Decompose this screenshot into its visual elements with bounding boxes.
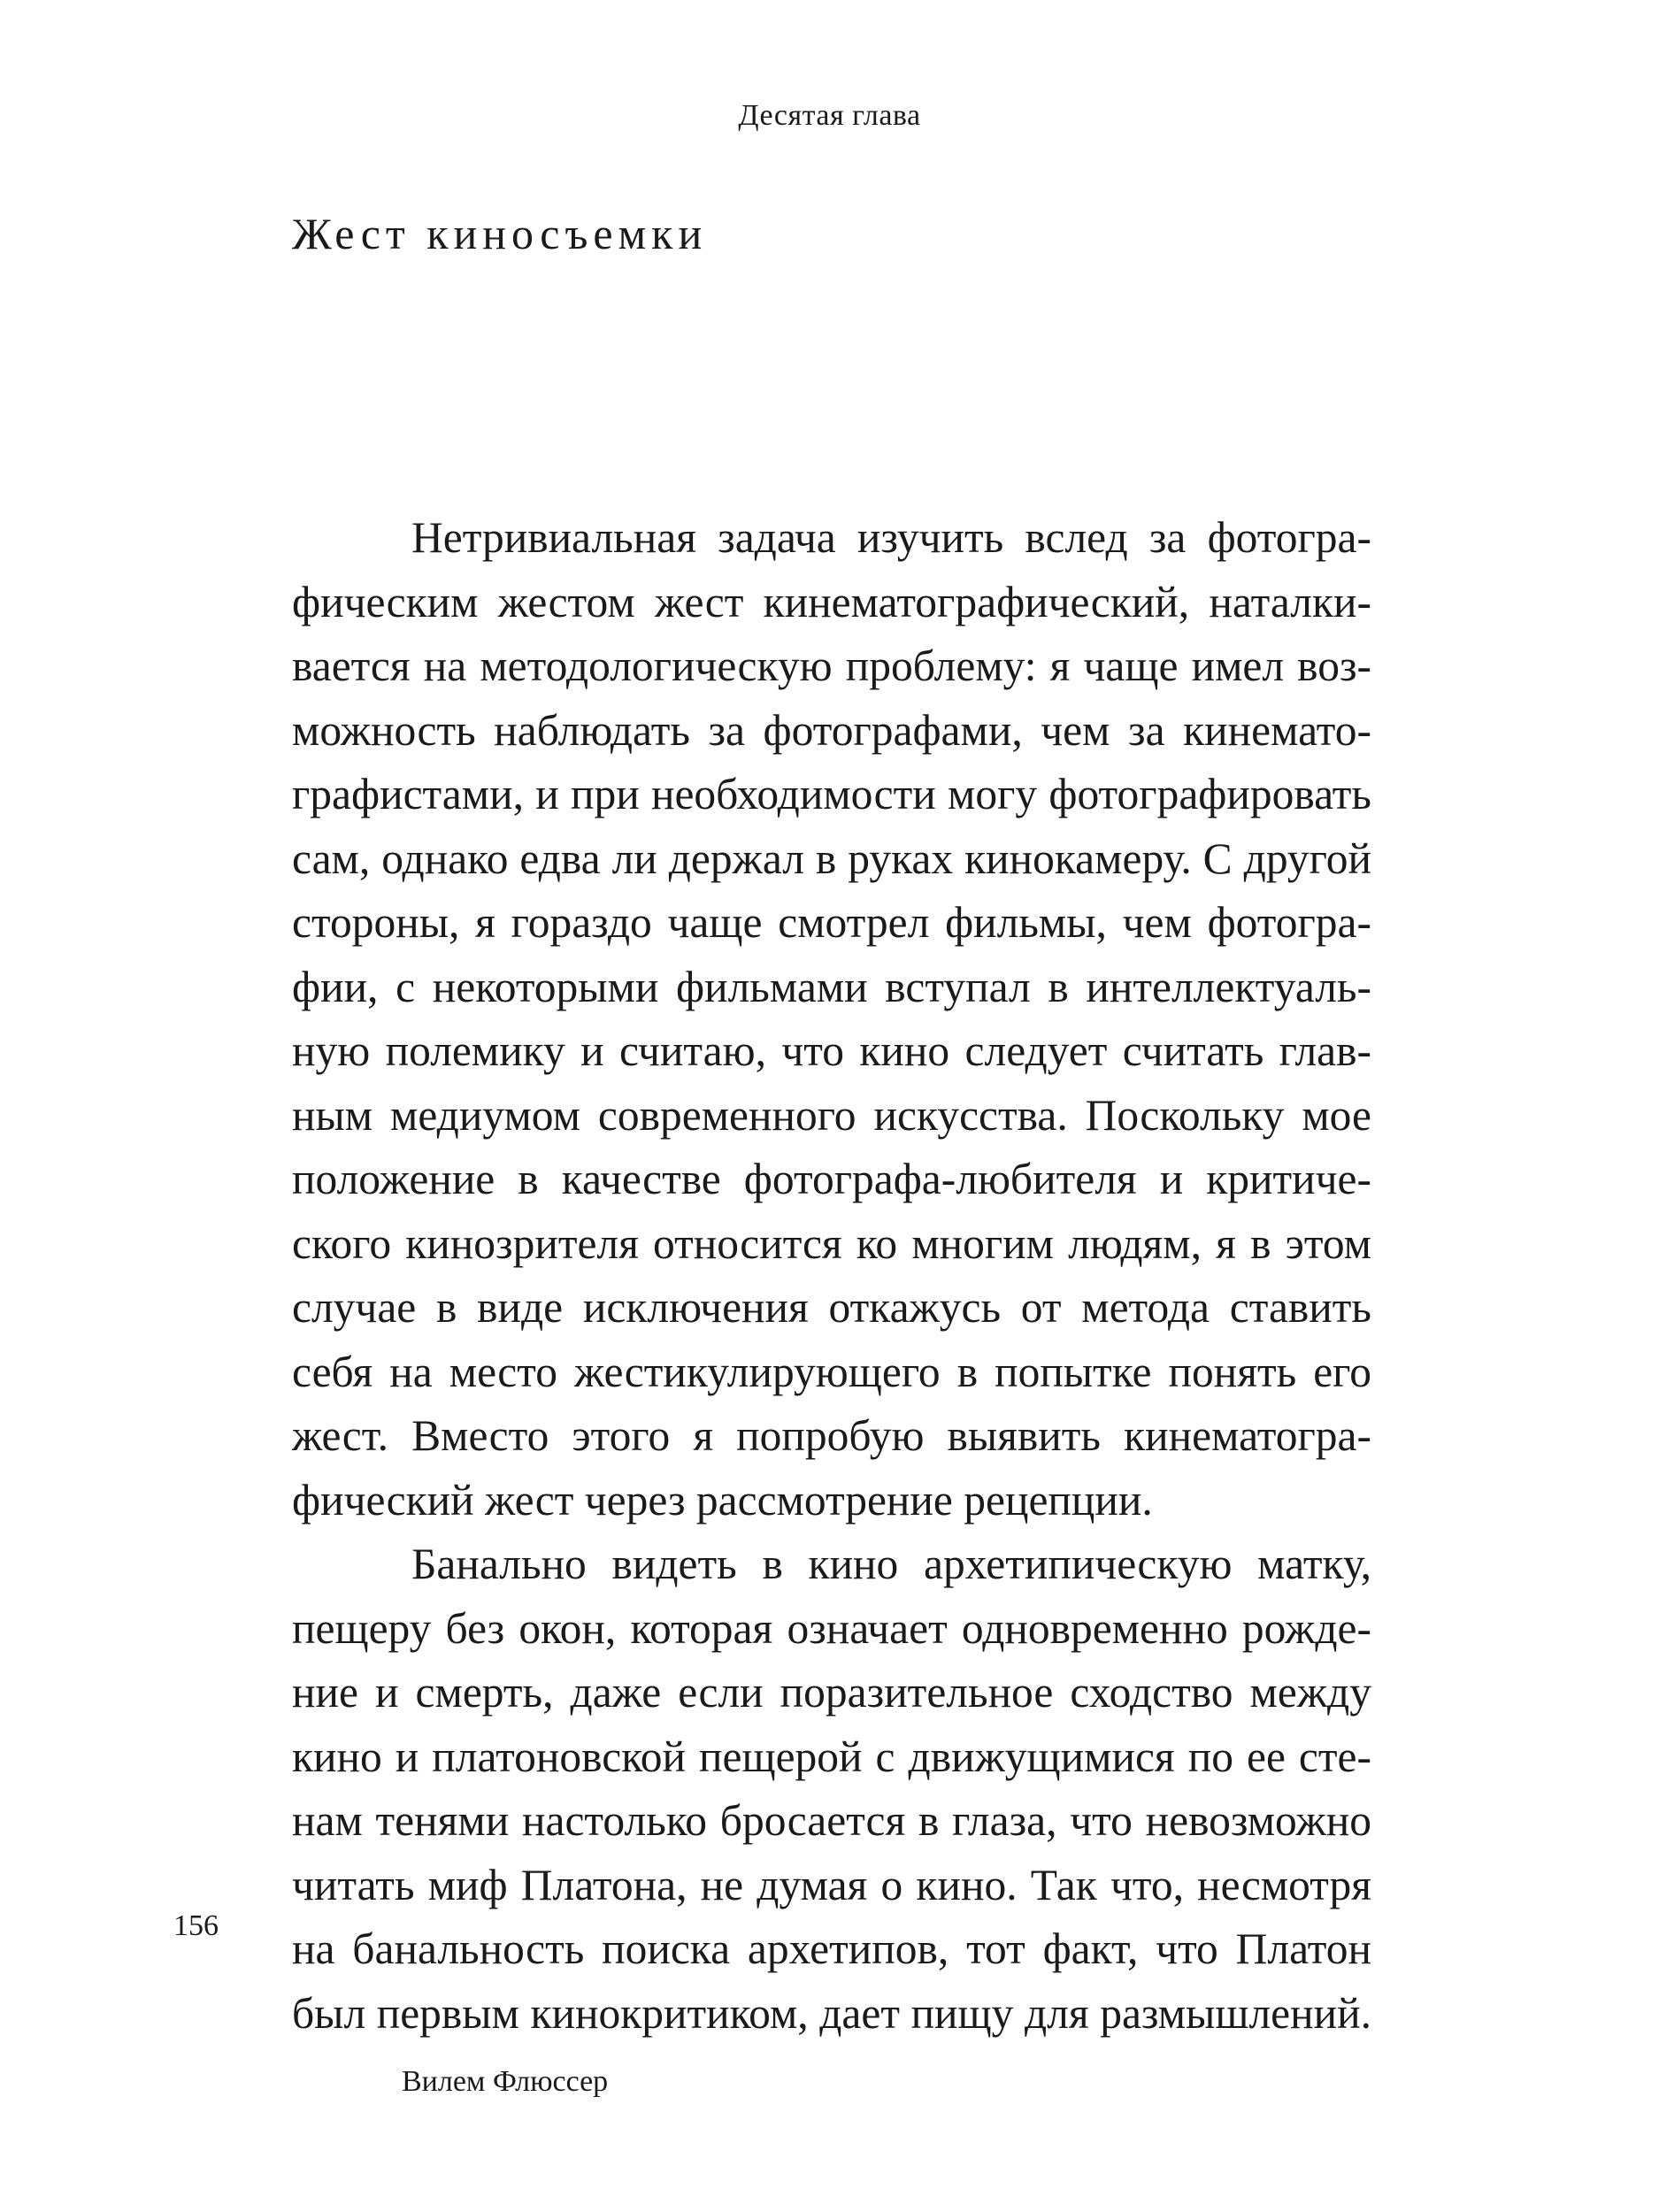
text-line: случае в виде исключения откажусь от метода ставить [292, 1283, 1371, 1332]
text-line: ние и смерть, даже если поразительное сходство между [292, 1668, 1371, 1717]
text-line: жест. Вместо этого я попробую выявить кинематогра- [292, 1411, 1371, 1460]
text-line: ского кинозрителя относится ко многим людям, я в этом [292, 1218, 1371, 1268]
text-line: Нетривиальная задача изучить вслед за фотогра- [411, 513, 1371, 562]
text-line: стороны, я гораздо чаще смотрел фильмы, чем фотогра- [292, 898, 1371, 947]
body-text [292, 506, 1371, 2046]
text-line: графистами, и при необходимости могу фотографировать [292, 770, 1371, 818]
text-line: положение в качестве фотографа-любителя и критиче- [292, 1155, 1371, 1203]
text-line: сам, однако едва ли держал в руках кинокамеру. С другой [292, 833, 1371, 883]
text-line: ную полемику и считаю, что кино следует считать глав- [292, 1026, 1371, 1075]
text-line: читать миф Платона, не думая о кино. Так что, несмотря [292, 1860, 1371, 1909]
text-line: Банально видеть в кино архетипическую матку, [411, 1540, 1371, 1588]
text-line: фический жест через рассмотрение рецепции. [292, 1475, 1153, 1525]
page-number: 156 [173, 1909, 219, 1942]
text-line: пещеру без окон, которая означает одновременно рожде- [292, 1603, 1371, 1653]
text-line: нам тенями настолько бросается в глаза, что невозможно [292, 1796, 1371, 1845]
chapter-title: Жест киносъемки [292, 209, 708, 258]
text-line: ным медиумом современного искусства. Поскольку мое [292, 1090, 1371, 1140]
text-line: вается на методологическую проблему: я чаще имел воз- [292, 641, 1371, 690]
text-line: себя на место жестикулирующего в попытке понять его [292, 1347, 1371, 1396]
text-line: кино и платоновской пещерой с движущимися по ее сте- [292, 1732, 1371, 1781]
text-line: можность наблюдать за фотографами, чем за кинемато- [292, 705, 1371, 755]
text-line: фии, с некоторыми фильмами вступал в интеллектуаль- [292, 962, 1371, 1011]
text-line: на банальность поиска архетипов, тот факт, что Платон [292, 1924, 1371, 1973]
running-footer: Вилем Флюссер [402, 2065, 609, 2098]
text-line: фическим жестом жест кинематографический, наталки- [292, 577, 1371, 626]
running-header: Десятая глава [738, 99, 921, 132]
text-line: был первым кинокритиком, дает пищу для размышлений. [292, 1988, 1371, 2038]
